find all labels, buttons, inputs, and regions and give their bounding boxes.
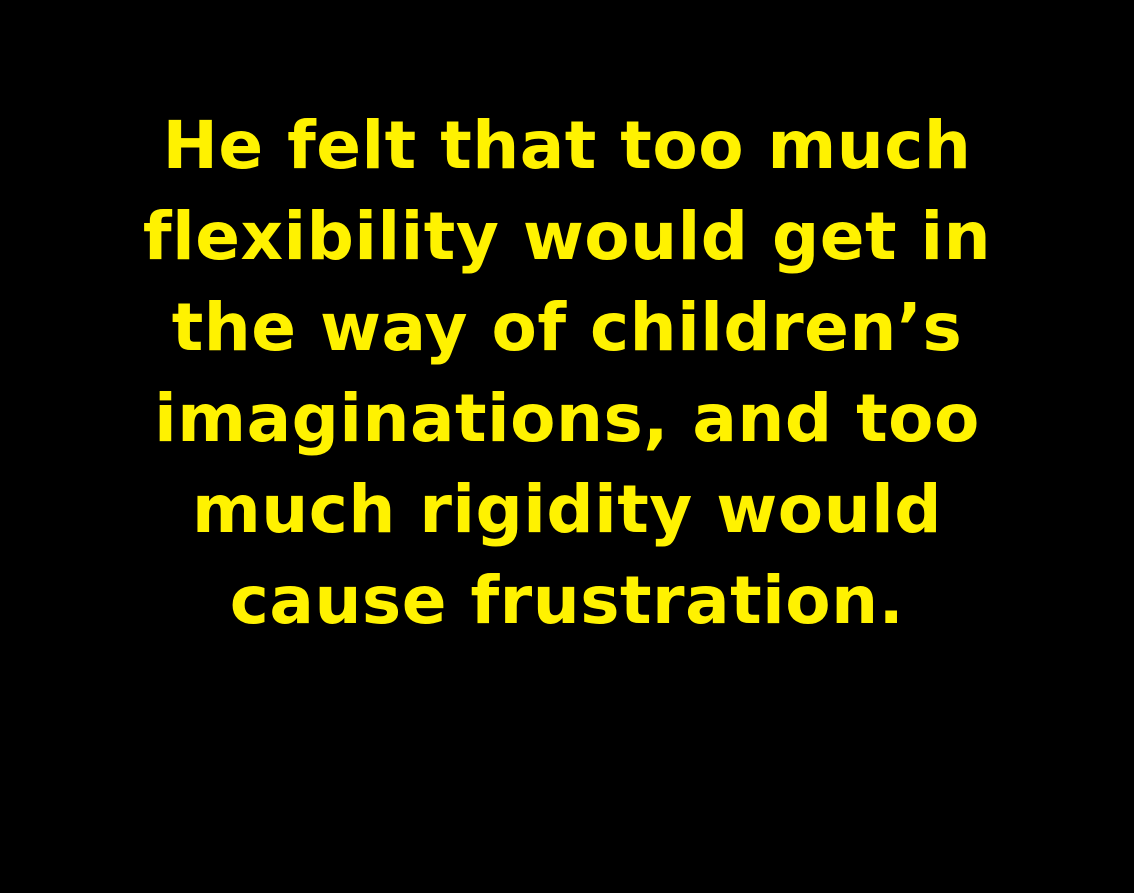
quote-text (0, 100, 1134, 646)
quote-line-2: flexibility would get in (142, 198, 992, 275)
quote-line-4: imaginations, and too (154, 380, 980, 457)
quote-line-6: cause frustration. (229, 562, 905, 639)
quote-line-1: He felt that too much (162, 107, 972, 184)
quote-line-3: the way of children’s (171, 289, 963, 366)
quote-line-5: much rigidity would (192, 471, 942, 548)
